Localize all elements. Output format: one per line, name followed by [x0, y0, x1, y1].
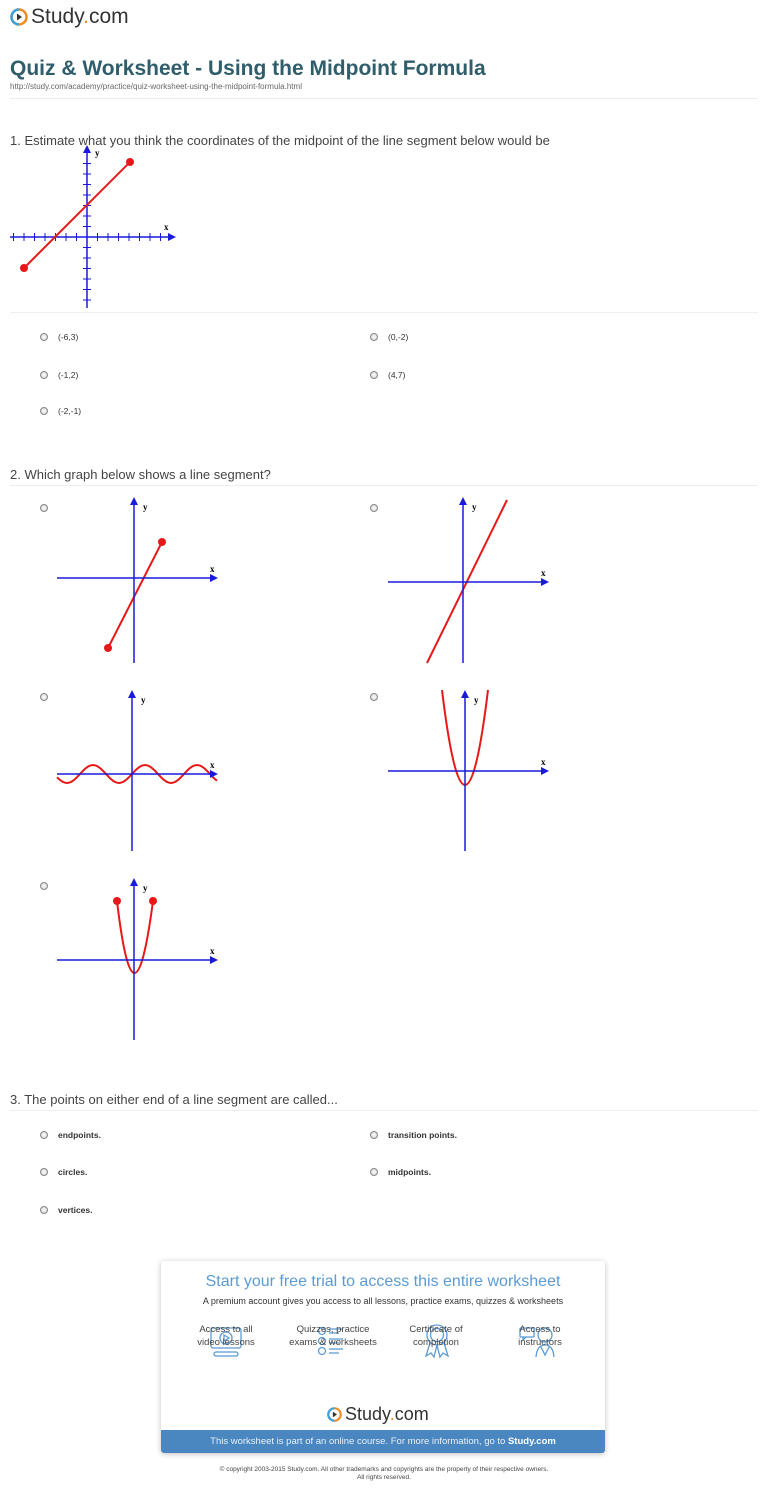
option-label: (-2,-1): [58, 406, 82, 416]
feature-certificate: Certificate of completion: [409, 1324, 463, 1348]
y-axis-label: y: [141, 695, 146, 705]
q3-option[interactable]: [40, 1167, 87, 1177]
x-axis-label: x: [541, 757, 546, 767]
divider: [10, 1110, 758, 1111]
study-link[interactable]: Study.com: [507, 1436, 556, 1447]
feature-instructors: Access to instructors: [518, 1324, 562, 1348]
x-axis-label: x: [210, 564, 215, 574]
q3-option[interactable]: [40, 1205, 93, 1215]
option-label: transition points.: [388, 1130, 457, 1140]
y-axis-label: y: [143, 502, 148, 512]
option-label: vertices.: [58, 1205, 93, 1215]
question-1-text: 1. Estimate what you think the coordinates of the midpoint of the line segment below would be: [10, 133, 550, 148]
option-label: (-1,2): [58, 370, 79, 380]
page-title: Quiz & Worksheet - Using the Midpoint Formula: [10, 57, 486, 80]
option-label: (-6,3): [58, 332, 79, 342]
option-label: endpoints.: [58, 1130, 101, 1140]
option-label: midpoints.: [388, 1167, 431, 1177]
question-3-text: 3. The points on either end of a line segment are called...: [10, 1092, 338, 1107]
logo-dot: .: [83, 5, 89, 28]
radio-button[interactable]: [370, 1131, 378, 1139]
q3-option[interactable]: [40, 1130, 101, 1140]
banner-study-logo: Study.com: [327, 1404, 429, 1425]
free-trial-banner[interactable]: [161, 1261, 605, 1453]
copyright: © copyright 2003-2015 Study.com. All other trademarks and copyrights are the property of their respective owners. All rights reserved.: [219, 1466, 549, 1481]
footer-text: This worksheet is part of an online course. For more information, go to: [210, 1436, 508, 1447]
feature-quizzes: Quizzes, practice exams & worksheets: [289, 1324, 377, 1348]
x-axis-label: x: [164, 222, 169, 232]
page-url[interactable]: http://study.com/academy/practice/quiz-worksheet-using-the-midpoint-formula.html: [10, 82, 302, 91]
radio-button[interactable]: [40, 1168, 48, 1176]
banner-subhead: A premium account gives you access to all lessons, practice exams, quizzes & worksheets: [202, 1296, 564, 1306]
logo-tld: com: [89, 5, 129, 28]
y-axis-label: y: [143, 883, 148, 893]
parabola-segment-curve: [117, 901, 153, 973]
option-label: (4,7): [388, 370, 406, 380]
x-axis-label: x: [210, 760, 215, 770]
option-label: (0,-2): [388, 332, 409, 342]
q3-option[interactable]: [370, 1130, 457, 1140]
axes: [388, 690, 549, 851]
question-2-text: 2. Which graph below shows a line segment?: [10, 467, 271, 482]
feature-video-lessons: Access to all video lessons: [197, 1324, 255, 1348]
option-label: circles.: [58, 1167, 88, 1177]
radio-button[interactable]: [40, 1206, 48, 1214]
logo-text: Study: [31, 5, 84, 28]
axes: [57, 690, 218, 851]
banner-footer[interactable]: [161, 1430, 605, 1453]
axes: [57, 497, 218, 663]
play-logo-icon: [327, 1407, 342, 1422]
radio-button[interactable]: [370, 1168, 378, 1176]
q3-option[interactable]: [370, 1167, 431, 1177]
axes: [57, 878, 218, 1040]
x-axis-label: x: [541, 568, 546, 578]
line-segment-curve: [108, 542, 162, 648]
y-axis-label: y: [474, 695, 479, 705]
y-axis-label: y: [472, 502, 477, 512]
radio-button[interactable]: [40, 1131, 48, 1139]
y-axis-label: y: [95, 148, 100, 158]
x-axis-label: x: [210, 946, 215, 956]
banner-headline: Start your free trial to access this entire worksheet: [205, 1273, 561, 1290]
